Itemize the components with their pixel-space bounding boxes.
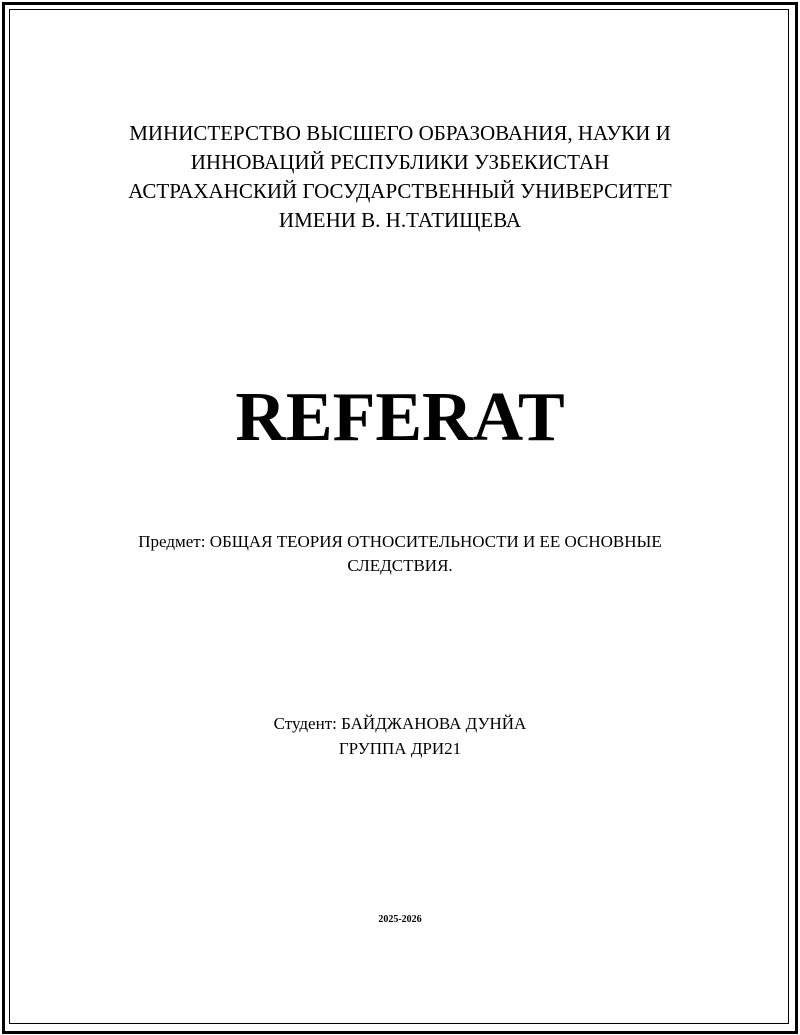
institution-header xyxy=(0,119,800,235)
student-group: ГРУППА ДРИ21 xyxy=(338,739,462,758)
student-name: Студент: БАЙДЖАНОВА ДУНЙА xyxy=(273,714,527,733)
subject-line-1: Предмет: ОБЩАЯ ТЕОРИЯ ОТНОСИТЕЛЬНОСТИ И ЕЕ ОСНОВНЫЕ xyxy=(138,532,662,551)
header-line-university: АСТРАХАНСКИЙ ГОСУДАРСТВЕННЫЙ УНИВЕРСИТЕТ xyxy=(128,179,672,203)
subject-line-2: СЛЕДСТВИЯ. xyxy=(347,556,453,575)
document-title: REFERAT xyxy=(235,379,565,456)
academic-year: 2025-2026 xyxy=(378,914,422,925)
subject-block xyxy=(0,530,800,578)
student-block xyxy=(0,711,800,761)
header-line-university-name: ИМЕНИ В. Н.ТАТИЩЕВА xyxy=(278,208,522,232)
header-line-ministry: МИНИСТЕРСТВО ВЫСШЕГО ОБРАЗОВАНИЯ, НАУКИ И xyxy=(129,121,671,145)
header-line-republic: ИННОВАЦИЙ РЕСПУБЛИКИ УЗБЕКИСТАН xyxy=(190,150,610,174)
